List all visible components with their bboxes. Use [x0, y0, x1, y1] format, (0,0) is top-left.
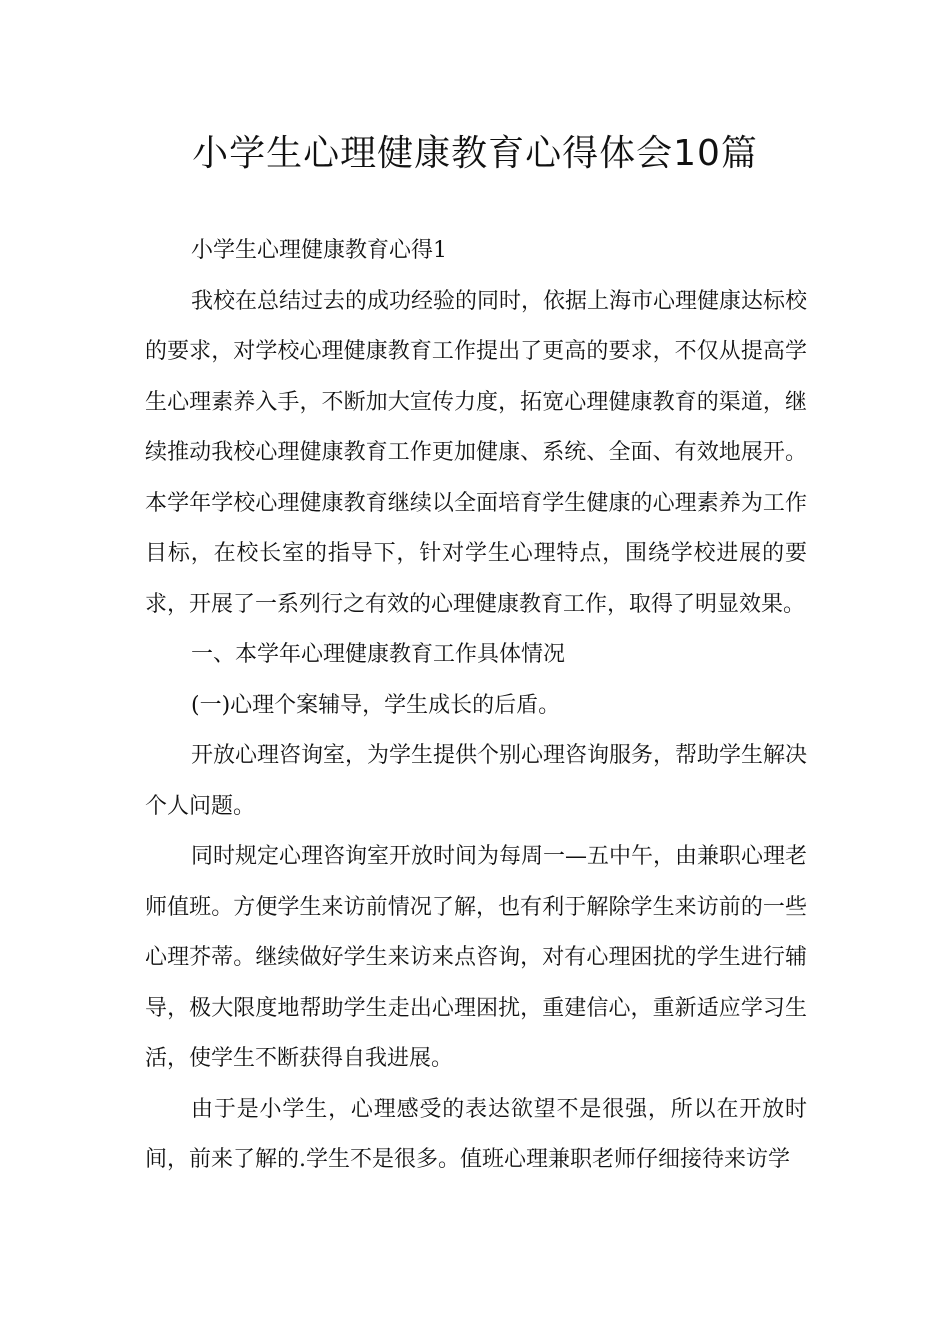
body-paragraph: 开放心理咨询室，为学生提供个别心理咨询服务，帮助学生解决个人问题。 — [145, 743, 808, 819]
body-paragraph: 我校在总结过去的成功经验的同时，依据上海市心理健康达标校的要求，对学校心理健康教育工作提出了更高的要求，不仅从提高学生心理素养入手，不断加大宣传力度，拓宽心理健康教育的渠道，继续推动我校心理健康教育工作更加健康、系统、全面、有效地展开。本学年学校心理健康教育继续以全面培育学生健康的心理素养为工作目标，在校长室的指导下，针对学生心理特点，围绕学校进展的要求，开展了一系列行之有效的心理健康教育工作，取得了明显效果。 — [145, 288, 808, 617]
document-title: 小学生心理健康教育心得体会10篇 — [192, 133, 758, 174]
section-heading: 小学生心理健康教育心得1 — [191, 238, 447, 263]
section-heading: 一、本学年心理健康教育工作具体情况 — [191, 642, 566, 667]
body-paragraph: 由于是小学生，心理感受的表达欲望不是很强，所以在开放时间，前来了解的.学生不是很多。值班心理兼职老师仔细接待来访学 — [145, 1096, 807, 1172]
document-body — [145, 226, 807, 1186]
subsection-heading: (一)心理个案辅导，学生成长的后盾。 — [191, 692, 561, 718]
body-paragraph: 同时规定心理咨询室开放时间为每周一—五中午，由兼职心理老师值班。方便学生来访前情况了解，也有利于解除学生来访前的一些心理芥蒂。继续做好学生来访来点咨询，对有心理困扰的学生进行辅导，极大限度地帮助学生走出心理困扰，重建信心，重新适应学习生活，使学生不断获得自我进展。 — [145, 844, 808, 1071]
